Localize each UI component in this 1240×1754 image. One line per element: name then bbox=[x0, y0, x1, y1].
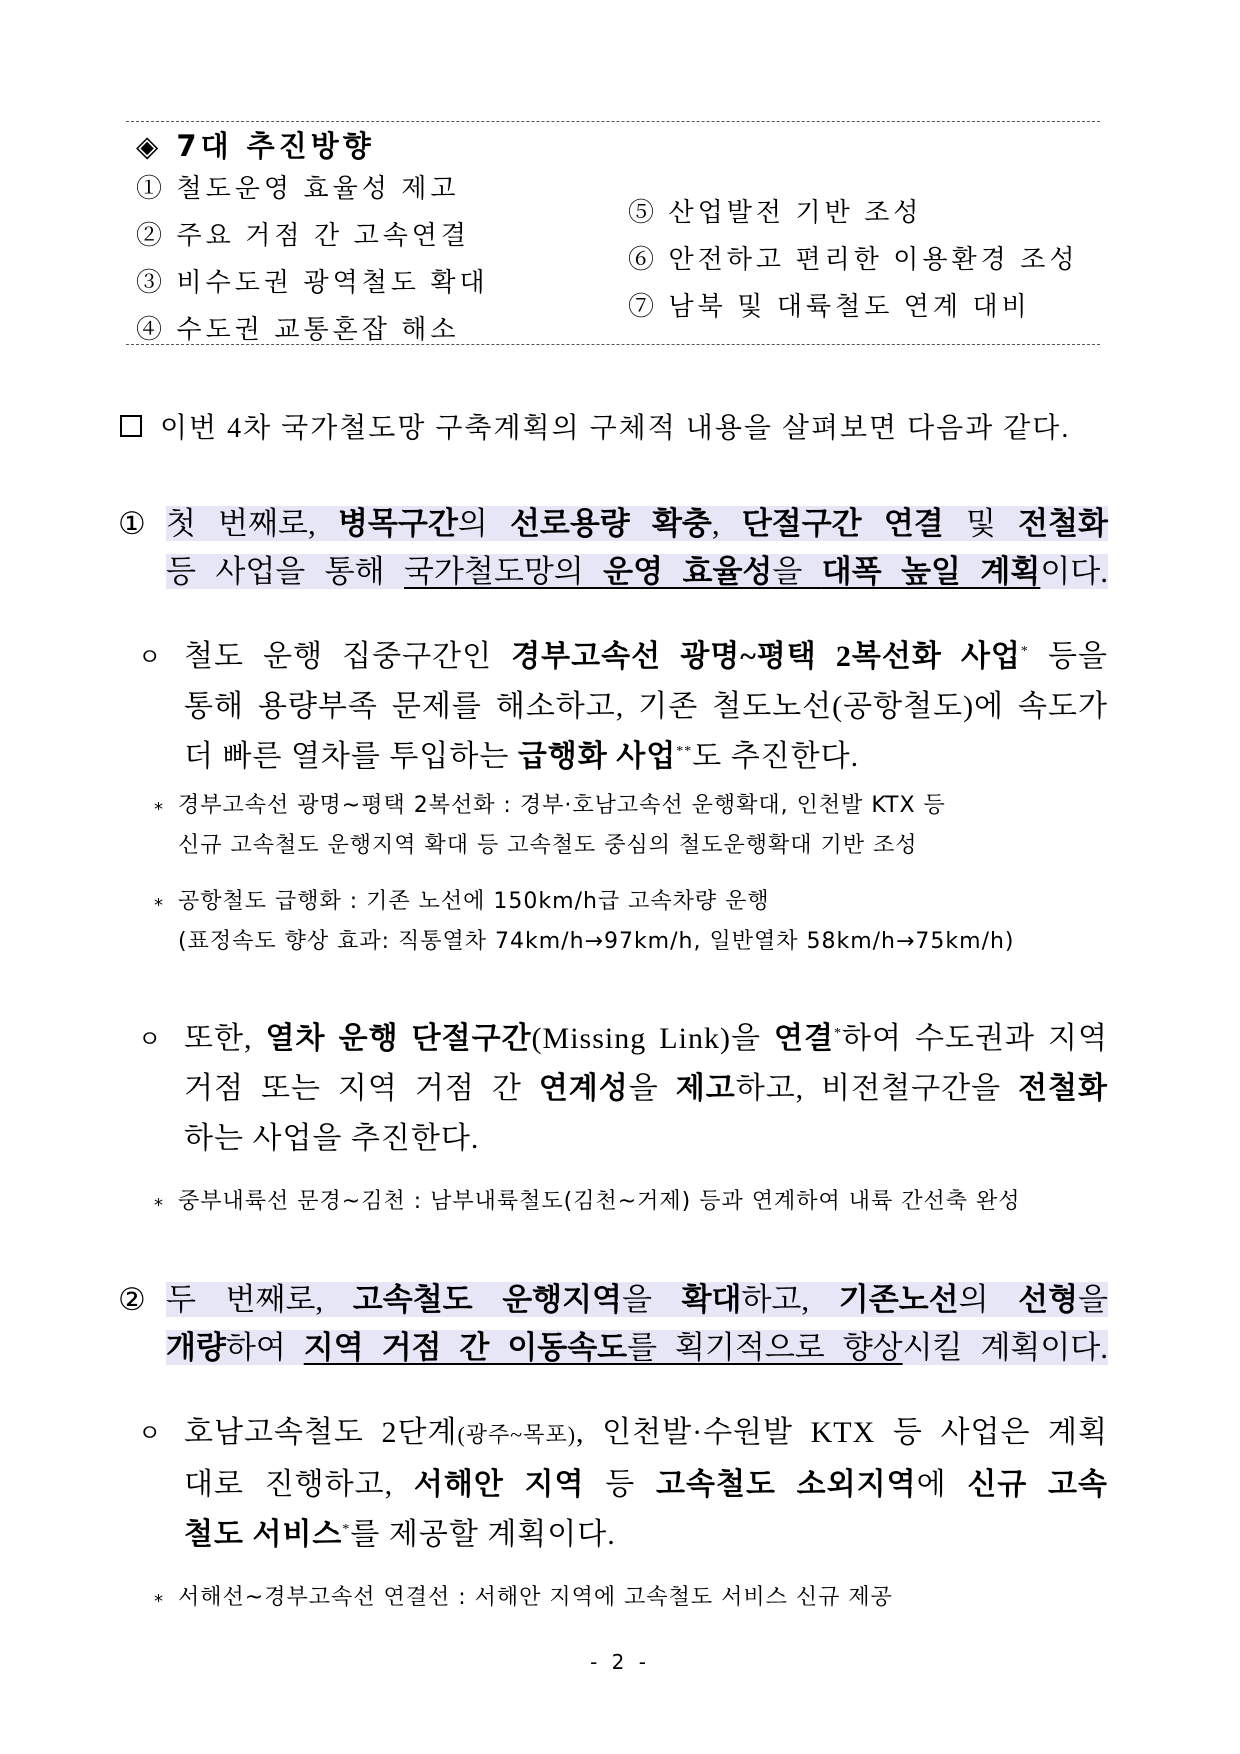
direction-item-7: ⑦ 남북 및 대륙철도 연계 대비 bbox=[628, 292, 1031, 321]
note-line: 경부고속선 광명~평택 2복선화 : 경부·호남고속선 운행확대, 인천발 KTX 등 bbox=[178, 793, 946, 818]
bullet-marker: ㅇ bbox=[138, 1025, 162, 1053]
intro-paragraph bbox=[120, 406, 1070, 446]
direction-item-2: ② 주요 거점 간 고속연결 bbox=[136, 221, 471, 250]
bullet-line: 또한, 열차 운행 단절구간(Missing Link)을 연결*하여 수도권과 지역 bbox=[184, 1022, 1108, 1055]
note-asterisk: * bbox=[154, 895, 163, 916]
section-1-marker: ① bbox=[118, 506, 146, 542]
bullet-marker: ㅇ bbox=[138, 1419, 162, 1447]
note-line: 중부내륙선 문경~김천 : 남부내륙철도(김천~거제) 등과 연계하여 내륙 간선축 완성 bbox=[178, 1189, 1021, 1214]
page-number: - 2 - bbox=[590, 1650, 650, 1674]
bullet-line: 더 빠른 열차를 투입하는 급행화 사업**도 추진한다. bbox=[184, 740, 860, 773]
note-line: 공항철도 급행화 : 기존 노선에 150km/h급 고속차량 운행 bbox=[178, 889, 770, 914]
intro-text: 이번 4차 국가철도망 구축계획의 구체적 내용을 살펴보면 다음과 같다. bbox=[160, 413, 1071, 444]
direction-item-6: ⑥ 안전하고 편리한 이용환경 조성 bbox=[628, 245, 1079, 274]
direction-item-1: ① 철도운영 효율성 제고 bbox=[136, 174, 460, 203]
note-asterisk: * bbox=[154, 1591, 163, 1612]
direction-item-5: ⑤ 산업발전 기반 조성 bbox=[628, 198, 923, 227]
note-line: 서해선~경부고속선 연결선 : 서해안 지역에 고속철도 서비스 신규 제공 bbox=[178, 1585, 893, 1610]
bullet-line: 대로 진행하고, 서해안 지역 등 고속철도 소외지역에 신규 고속 bbox=[184, 1468, 1109, 1501]
bullet-line: 호남고속철도 2단계(광주~목포), 인천발·수원발 KTX 등 사업은 계획 bbox=[184, 1416, 1108, 1449]
summary-bottom-divider bbox=[126, 344, 1100, 345]
bullet-line: 통해 용량부족 문제를 해소하고, 기존 철도노선(공항철도)에 속도가 bbox=[184, 690, 1108, 723]
direction-item-3: ③ 비수도권 광역철도 확대 bbox=[136, 268, 489, 297]
bullet-line: 거점 또는 지역 거점 간 연계성을 제고하고, 비전철구간을 전철화 bbox=[184, 1072, 1109, 1105]
section-2-line-2: 개량하여 지역 거점 간 이동속도를 획기적으로 향상시킬 계획이다. bbox=[166, 1330, 1108, 1365]
summary-title: ◈ 7대 추진방향 bbox=[136, 129, 375, 163]
section-1-line-2: 등 사업을 통해 국가철도망의 운영 효율성을 대폭 높일 계획이다. bbox=[166, 554, 1108, 589]
bullet-marker: ㅇ bbox=[138, 643, 162, 671]
note-asterisk: * bbox=[154, 1195, 163, 1216]
bullet-line: 하는 사업을 추진한다. bbox=[184, 1122, 480, 1155]
section-2-marker: ② bbox=[118, 1282, 146, 1318]
bullet-line: 철도 서비스*를 제공할 계획이다. bbox=[184, 1518, 616, 1551]
note-asterisk: * bbox=[154, 799, 163, 820]
summary-top-divider bbox=[126, 121, 1100, 122]
note-line: 신규 고속철도 운행지역 확대 등 고속철도 중심의 철도운행확대 기반 조성 bbox=[178, 833, 918, 858]
checkbox-square-icon bbox=[120, 415, 142, 437]
direction-item-4: ④ 수도권 교통혼잡 해소 bbox=[136, 315, 460, 344]
section-1-line-1: 첫 번째로, 병목구간의 선로용량 확충, 단절구간 연결 및 전철화 bbox=[166, 506, 1108, 541]
bullet-line: 철도 운행 집중구간인 경부고속선 광명~평택 2복선화 사업* 등을 bbox=[184, 640, 1108, 673]
section-2-line-1: 두 번째로, 고속철도 운행지역을 확대하고, 기존노선의 선형을 bbox=[166, 1282, 1108, 1317]
note-line: (표정속도 향상 효과: 직통열차 74km/h→97km/h, 일반열차 58km/h→75km/h) bbox=[178, 929, 1015, 954]
